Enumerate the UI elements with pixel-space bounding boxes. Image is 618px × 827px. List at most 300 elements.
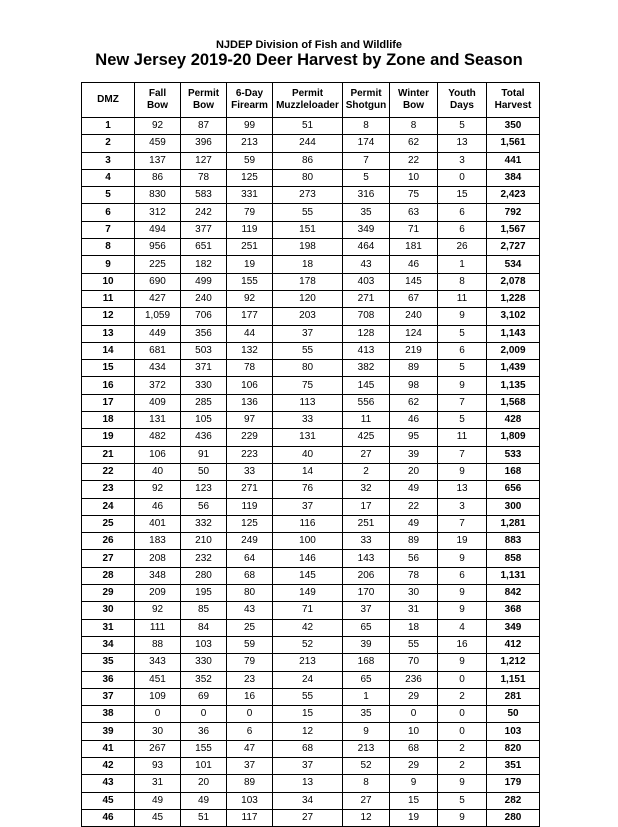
harvest-cell: 27 [273,809,343,826]
harvest-cell: 213 [273,654,343,671]
dmz-cell: 45 [82,792,135,809]
harvest-cell: 26 [438,239,487,256]
harvest-cell: 11 [343,412,390,429]
total-harvest-cell: 1,131 [487,567,540,584]
total-harvest-cell: 1,135 [487,377,540,394]
column-header [181,83,227,118]
table-row [82,481,540,498]
harvest-cell: 11 [438,290,487,307]
harvest-cell: 91 [181,446,227,463]
table-row [82,688,540,705]
dmz-cell: 15 [82,360,135,377]
dmz-cell: 17 [82,394,135,411]
harvest-cell: 20 [390,463,438,480]
harvest-cell: 37 [227,757,273,774]
harvest-cell: 35 [343,204,390,221]
harvest-cell: 13 [273,775,343,792]
total-harvest-cell: 1,809 [487,429,540,446]
table-row [82,550,540,567]
table-row [82,809,540,826]
harvest-cell: 244 [273,135,343,152]
table-row [82,239,540,256]
dmz-cell: 27 [82,550,135,567]
total-harvest-cell: 858 [487,550,540,567]
harvest-cell: 92 [135,481,181,498]
harvest-cell: 33 [273,412,343,429]
total-harvest-cell: 300 [487,498,540,515]
total-harvest-cell: 350 [487,118,540,135]
harvest-cell: 18 [390,619,438,636]
harvest-cell: 583 [181,187,227,204]
harvest-cell: 132 [227,342,273,359]
harvest-cell: 16 [438,636,487,653]
harvest-cell: 330 [181,654,227,671]
dmz-cell: 6 [82,204,135,221]
column-header-line1: 6-Day [235,88,264,99]
harvest-cell: 20 [181,775,227,792]
harvest-cell: 7 [438,394,487,411]
harvest-cell: 125 [227,515,273,532]
harvest-cell: 25 [227,619,273,636]
harvest-cell: 101 [181,757,227,774]
harvest-cell: 273 [273,187,343,204]
harvest-cell: 403 [343,273,390,290]
harvest-cell: 15 [390,792,438,809]
harvest-cell: 1,059 [135,308,181,325]
harvest-cell: 316 [343,187,390,204]
harvest-cell: 9 [438,585,487,602]
harvest-cell: 177 [227,308,273,325]
harvest-cell: 183 [135,533,181,550]
harvest-cell: 75 [273,377,343,394]
harvest-cell: 22 [390,498,438,515]
harvest-cell: 80 [273,169,343,186]
harvest-cell: 98 [390,377,438,394]
dmz-cell: 29 [82,585,135,602]
column-header-line2: Bow [192,100,215,111]
harvest-cell: 80 [273,360,343,377]
table-row [82,515,540,532]
table-row [82,273,540,290]
dmz-cell: 12 [82,308,135,325]
harvest-cell: 706 [181,308,227,325]
harvest-cell: 18 [273,256,343,273]
dmz-cell: 46 [82,809,135,826]
dmz-cell: 4 [82,169,135,186]
harvest-cell: 499 [181,273,227,290]
column-header [487,83,540,118]
column-header-line1: Total [501,88,525,99]
harvest-cell: 131 [273,429,343,446]
harvest-cell: 5 [438,325,487,342]
harvest-cell: 123 [181,481,227,498]
column-header-line2: Shotgun [345,100,387,111]
dmz-cell: 25 [82,515,135,532]
harvest-cell: 69 [181,688,227,705]
harvest-cell: 15 [438,187,487,204]
table-row [82,221,540,238]
harvest-cell: 89 [390,360,438,377]
harvest-cell: 30 [135,723,181,740]
harvest-cell: 209 [135,585,181,602]
total-harvest-cell: 1,439 [487,360,540,377]
dmz-cell: 28 [82,567,135,584]
harvest-cell: 56 [390,550,438,567]
total-harvest-cell: 1,143 [487,325,540,342]
harvest-cell: 56 [181,498,227,515]
harvest-cell: 119 [227,498,273,515]
harvest-cell: 99 [227,118,273,135]
harvest-cell: 681 [135,342,181,359]
harvest-cell: 5 [438,360,487,377]
table-row [82,325,540,342]
total-harvest-cell: 1,228 [487,290,540,307]
harvest-cell: 37 [273,757,343,774]
harvest-cell: 0 [438,723,487,740]
harvest-cell: 12 [343,809,390,826]
total-harvest-cell: 50 [487,706,540,723]
table-row [82,463,540,480]
harvest-cell: 8 [343,118,390,135]
harvest-cell: 371 [181,360,227,377]
harvest-cell: 100 [273,533,343,550]
table-row [82,602,540,619]
harvest-cell: 19 [227,256,273,273]
harvest-cell: 10 [390,169,438,186]
harvest-cell: 145 [273,567,343,584]
agency-name: NJDEP Division of Fish and Wildlife [215,39,403,51]
harvest-cell: 349 [343,221,390,238]
table-row [82,654,540,671]
column-header [82,83,135,118]
harvest-cell: 9 [438,463,487,480]
harvest-cell: 120 [273,290,343,307]
harvest-cell: 9 [343,723,390,740]
harvest-cell: 78 [390,567,438,584]
harvest-cell: 124 [390,325,438,342]
dmz-cell: 23 [82,481,135,498]
table-row [82,412,540,429]
dmz-cell: 36 [82,671,135,688]
table-row [82,394,540,411]
harvest-cell: 236 [390,671,438,688]
harvest-cell: 8 [438,273,487,290]
harvest-cell: 332 [181,515,227,532]
harvest-cell: 5 [343,169,390,186]
harvest-cell: 39 [343,636,390,653]
table-row [82,757,540,774]
harvest-cell: 14 [273,463,343,480]
harvest-cell: 9 [438,377,487,394]
total-harvest-cell: 656 [487,481,540,498]
harvest-cell: 44 [227,325,273,342]
harvest-cell: 88 [135,636,181,653]
harvest-cell: 46 [390,256,438,273]
harvest-cell: 125 [227,169,273,186]
harvest-cell: 7 [343,152,390,169]
harvest-cell: 285 [181,394,227,411]
total-harvest-cell: 441 [487,152,540,169]
harvest-cell: 151 [273,221,343,238]
total-harvest-cell: 281 [487,688,540,705]
table-row [82,619,540,636]
harvest-cell: 146 [273,550,343,567]
harvest-cell: 34 [273,792,343,809]
harvest-cell: 33 [227,463,273,480]
harvest-cell: 352 [181,671,227,688]
harvest-cell: 330 [181,377,227,394]
harvest-cell: 106 [135,446,181,463]
dmz-cell: 31 [82,619,135,636]
harvest-cell: 413 [343,342,390,359]
total-harvest-cell: 282 [487,792,540,809]
harvest-cell: 203 [273,308,343,325]
harvest-cell: 251 [343,515,390,532]
harvest-cell: 312 [135,204,181,221]
harvest-cell: 43 [227,602,273,619]
dmz-cell: 13 [82,325,135,342]
harvest-cell: 2 [438,740,487,757]
column-header-line1: Permit [291,88,324,99]
column-header-line1: Youth [448,88,476,99]
harvest-cell: 8 [343,775,390,792]
harvest-cell: 11 [438,429,487,446]
dmz-cell: 8 [82,239,135,256]
harvest-cell: 436 [181,429,227,446]
harvest-cell: 242 [181,204,227,221]
harvest-cell: 13 [438,481,487,498]
harvest-cell: 9 [438,809,487,826]
harvest-cell: 229 [227,429,273,446]
table-row [82,636,540,653]
harvest-cell: 85 [181,602,227,619]
dmz-cell: 11 [82,290,135,307]
harvest-cell: 31 [390,602,438,619]
harvest-cell: 51 [181,809,227,826]
harvest-cell: 9 [438,308,487,325]
harvest-cell: 6 [438,342,487,359]
harvest-cell: 30 [390,585,438,602]
harvest-cell: 348 [135,567,181,584]
harvest-cell: 50 [181,463,227,480]
dmz-cell: 14 [82,342,135,359]
harvest-cell: 208 [135,550,181,567]
table-row [82,792,540,809]
harvest-cell: 106 [227,377,273,394]
harvest-cell: 15 [273,706,343,723]
harvest-cell: 168 [343,654,390,671]
page-title: New Jersey 2019-20 Deer Harvest by Zone and Season [95,51,523,69]
harvest-cell: 6 [438,567,487,584]
harvest-cell: 78 [181,169,227,186]
dmz-cell: 37 [82,688,135,705]
harvest-cell: 89 [227,775,273,792]
harvest-cell: 356 [181,325,227,342]
table-row [82,342,540,359]
table-row [82,290,540,307]
harvest-cell: 37 [273,498,343,515]
dmz-cell: 30 [82,602,135,619]
harvest-cell: 40 [273,446,343,463]
harvest-cell: 42 [273,619,343,636]
total-harvest-cell: 428 [487,412,540,429]
harvest-cell: 12 [273,723,343,740]
dmz-cell: 43 [82,775,135,792]
harvest-cell: 9 [438,654,487,671]
harvest-cell: 37 [343,602,390,619]
table-row [82,740,540,757]
harvest-cell: 49 [390,515,438,532]
dmz-cell: 3 [82,152,135,169]
harvest-cell: 0 [227,706,273,723]
harvest-cell: 3 [438,152,487,169]
harvest-cell: 459 [135,135,181,152]
total-harvest-cell: 883 [487,533,540,550]
harvest-cell: 95 [390,429,438,446]
harvest-cell: 113 [273,394,343,411]
harvest-cell: 271 [343,290,390,307]
harvest-cell: 225 [135,256,181,273]
dmz-cell: 1 [82,118,135,135]
harvest-cell: 67 [390,290,438,307]
table-row [82,706,540,723]
total-harvest-cell: 792 [487,204,540,221]
dmz-cell: 41 [82,740,135,757]
harvest-cell: 232 [181,550,227,567]
harvest-cell: 49 [181,792,227,809]
harvest-cell: 195 [181,585,227,602]
harvest-cell: 449 [135,325,181,342]
harvest-cell: 103 [227,792,273,809]
column-header-line2: Bow [402,100,425,111]
harvest-cell: 51 [273,118,343,135]
table-row [82,256,540,273]
harvest-cell: 68 [273,740,343,757]
dmz-cell: 35 [82,654,135,671]
harvest-cell: 155 [227,273,273,290]
harvest-cell: 280 [181,567,227,584]
harvest-cell: 7 [438,515,487,532]
harvest-cell: 93 [135,757,181,774]
total-harvest-cell: 412 [487,636,540,653]
column-header-line2: Firearm [231,100,268,111]
table-row [82,152,540,169]
harvest-cell: 0 [438,169,487,186]
dmz-cell: 24 [82,498,135,515]
column-header [273,83,343,118]
harvest-cell: 19 [438,533,487,550]
harvest-cell: 434 [135,360,181,377]
harvest-cell: 9 [438,775,487,792]
harvest-cell: 9 [438,550,487,567]
total-harvest-cell: 168 [487,463,540,480]
table-row [82,671,540,688]
harvest-cell: 55 [273,688,343,705]
total-harvest-cell: 1,281 [487,515,540,532]
harvest-cell: 0 [438,706,487,723]
table-row [82,533,540,550]
total-harvest-cell: 842 [487,585,540,602]
harvest-cell: 249 [227,533,273,550]
harvest-cell: 155 [181,740,227,757]
harvest-cell: 206 [343,567,390,584]
harvest-cell: 92 [135,602,181,619]
table-row [82,377,540,394]
harvest-cell: 451 [135,671,181,688]
harvest-cell: 1 [343,688,390,705]
column-header-line1: Permit [187,88,220,99]
harvest-cell: 111 [135,619,181,636]
harvest-cell: 40 [135,463,181,480]
harvest-cell: 145 [343,377,390,394]
harvest-cell: 343 [135,654,181,671]
harvest-cell: 64 [227,550,273,567]
table-row [82,118,540,135]
harvest-cell: 5 [438,792,487,809]
total-harvest-cell: 2,078 [487,273,540,290]
dmz-cell: 22 [82,463,135,480]
harvest-cell: 45 [135,809,181,826]
harvest-cell: 174 [343,135,390,152]
harvest-cell: 210 [181,533,227,550]
harvest-cell: 382 [343,360,390,377]
table-row [82,135,540,152]
column-header-line2: Bow [146,100,169,111]
harvest-cell: 0 [438,671,487,688]
harvest-cell: 0 [390,706,438,723]
dmz-cell: 5 [82,187,135,204]
table-row [82,187,540,204]
harvest-cell: 105 [181,412,227,429]
dmz-cell: 16 [82,377,135,394]
harvest-cell: 6 [227,723,273,740]
harvest-cell: 2 [438,688,487,705]
total-harvest-cell: 1,561 [487,135,540,152]
harvest-cell: 956 [135,239,181,256]
harvest-cell: 119 [227,221,273,238]
harvest-cell: 49 [135,792,181,809]
harvest-cell: 372 [135,377,181,394]
column-header-line2: Harvest [494,100,532,111]
harvest-cell: 223 [227,446,273,463]
dmz-cell: 26 [82,533,135,550]
dmz-cell: 42 [82,757,135,774]
harvest-cell: 117 [227,809,273,826]
harvest-cell: 55 [273,342,343,359]
harvest-cell: 137 [135,152,181,169]
harvest-cell: 92 [227,290,273,307]
table-row [82,446,540,463]
harvest-cell: 59 [227,152,273,169]
harvest-cell: 55 [273,204,343,221]
harvest-cell: 31 [135,775,181,792]
harvest-cell: 23 [227,671,273,688]
table-row [82,585,540,602]
total-harvest-cell: 3,102 [487,308,540,325]
harvest-cell: 35 [343,706,390,723]
harvest-cell: 27 [343,792,390,809]
harvest-cell: 19 [390,809,438,826]
harvest-cell: 75 [390,187,438,204]
harvest-cell: 503 [181,342,227,359]
harvest-cell: 80 [227,585,273,602]
harvest-cell: 52 [273,636,343,653]
total-harvest-cell: 820 [487,740,540,757]
harvest-cell: 70 [390,654,438,671]
harvest-cell: 33 [343,533,390,550]
table-row [82,723,540,740]
column-header [135,83,181,118]
